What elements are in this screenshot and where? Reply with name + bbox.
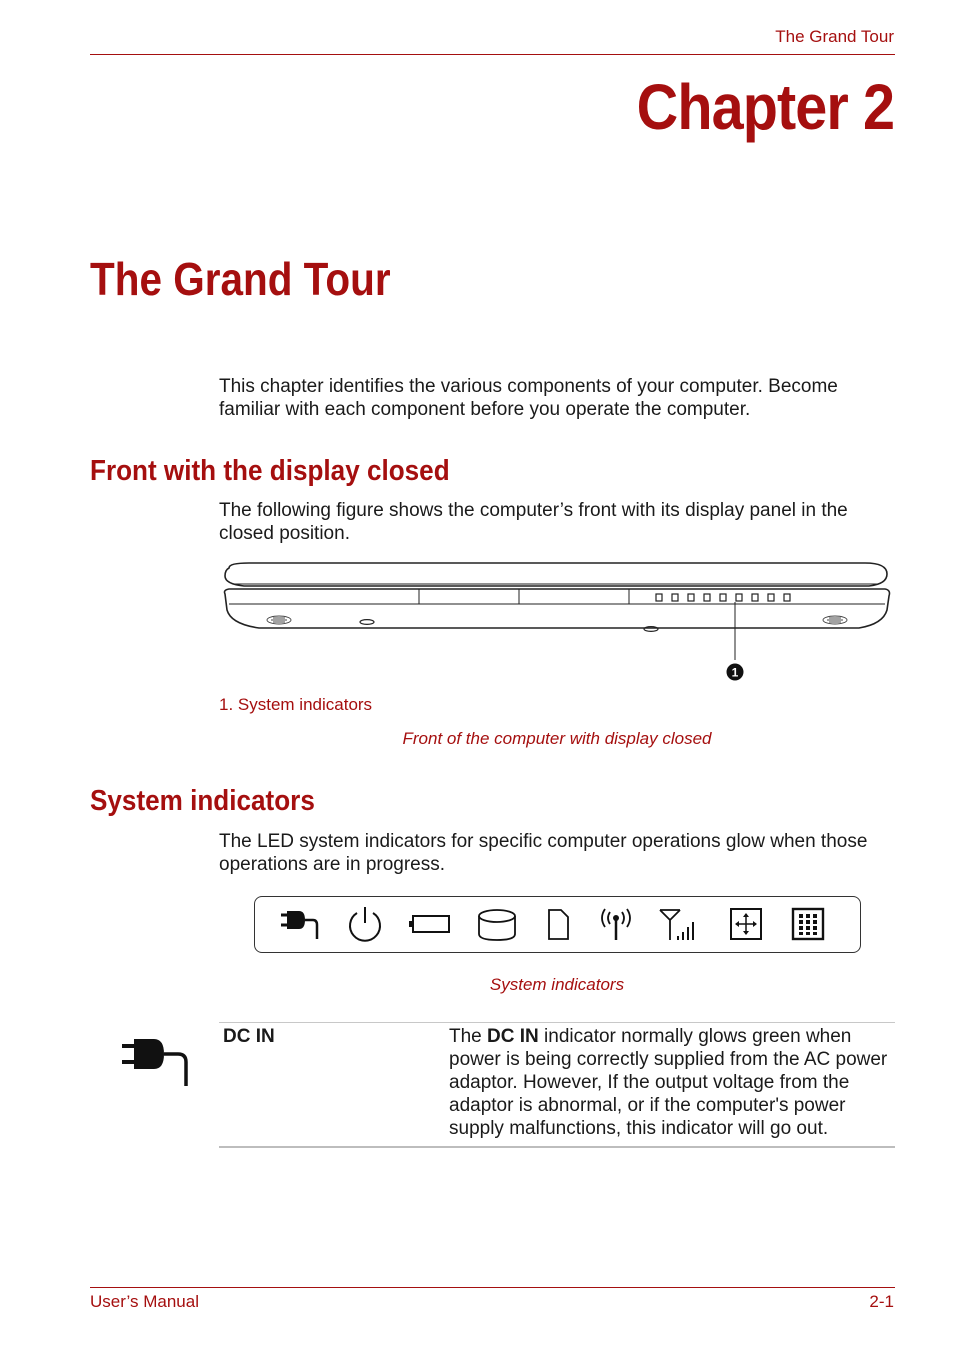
memory-card-icon xyxy=(549,910,568,939)
indicator-icon-strip xyxy=(254,896,861,953)
intro-paragraph: This chapter identifies the various components of your computer. Become familiar with each component before you operate the computer. xyxy=(219,376,838,420)
numpad-icon xyxy=(793,909,823,939)
touchpad-icon xyxy=(731,909,761,939)
section-heading-indicators: System indicators xyxy=(90,785,315,817)
dc-in-icon xyxy=(281,911,317,939)
battery-icon xyxy=(409,916,449,932)
dc-in-large-icon xyxy=(122,1036,192,1090)
indicator-table xyxy=(219,1022,895,1148)
chapter-title: The Grand Tour xyxy=(90,253,391,305)
signal-icon xyxy=(660,910,693,940)
table-row xyxy=(219,1023,895,1148)
indicators-paragraph: The LED system indicators for specific computer operations glow when those operations are in progress. xyxy=(219,831,868,875)
wireless-icon xyxy=(602,909,630,940)
figure-caption-front: Front of the computer with display closed xyxy=(402,729,712,748)
power-icon xyxy=(350,907,380,941)
indicator-description: The DC IN indicator normally glows green when power is being correctly supplied from the AC power adaptor. However, If the output voltage from the adaptor is abnormal, or if the computer's power supply malfunctions, this indicator will go out. xyxy=(449,1026,888,1139)
footer-left: User’s Manual xyxy=(90,1292,199,1311)
header-rule xyxy=(90,54,895,55)
chapter-label: Chapter 2 xyxy=(636,71,894,143)
figure-legend-item: 1. System indicators xyxy=(219,695,373,714)
indicator-name: DC IN xyxy=(223,1026,275,1047)
footer-rule xyxy=(90,1287,895,1288)
front-paragraph: The following figure shows the computer’s front with its display panel in the closed position. xyxy=(219,500,848,544)
running-header: The Grand Tour xyxy=(775,27,894,46)
figure-caption-indicators: System indicators xyxy=(489,975,625,994)
section-heading-front: Front with the display closed xyxy=(90,455,450,487)
callout-number: 1 xyxy=(731,665,739,680)
page-number: 2-1 xyxy=(869,1292,894,1311)
laptop-front-figure xyxy=(219,560,895,685)
hdd-icon xyxy=(479,910,515,940)
